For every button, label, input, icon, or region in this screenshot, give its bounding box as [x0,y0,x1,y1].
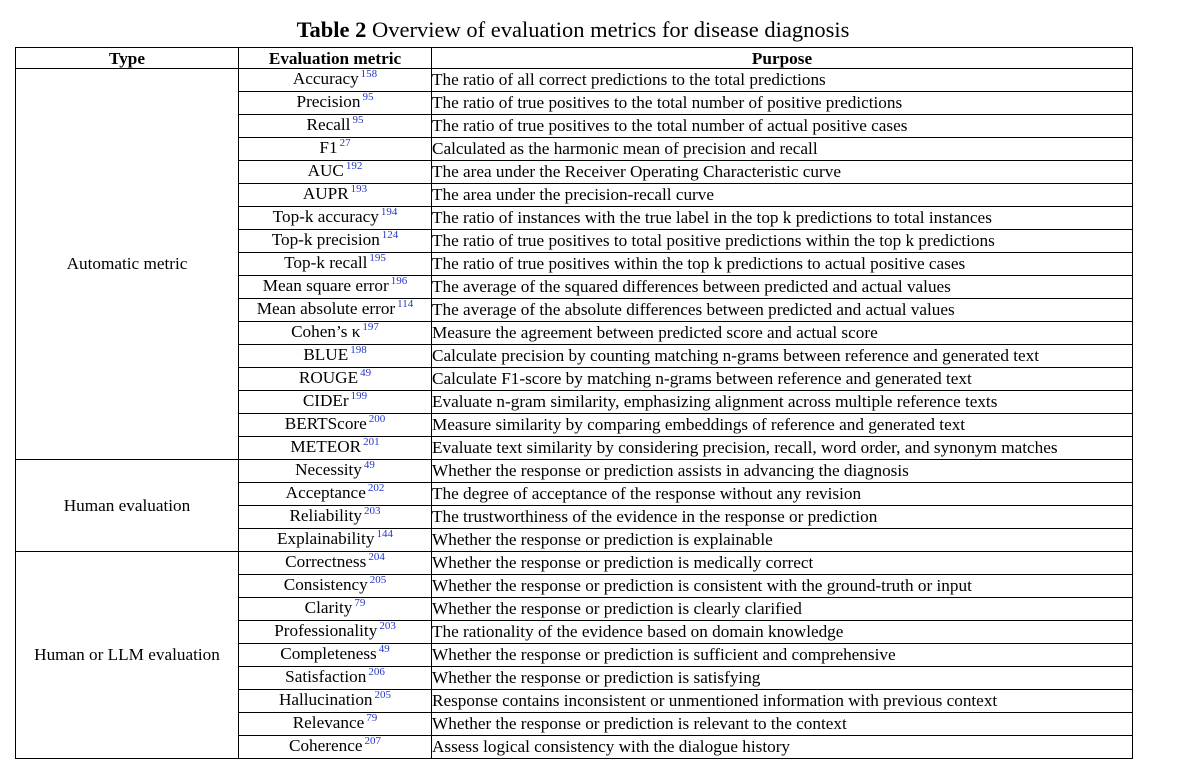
metric-cell [239,621,432,644]
citation-link[interactable]: 158 [360,68,378,80]
purpose-cell: Whether the response or prediction is explainable [432,529,1133,552]
metric-name: Reliability [289,506,363,525]
purpose-cell: The ratio of true positives to the total number of actual positive cases [432,115,1133,138]
metric-cell [239,690,432,713]
purpose-cell: The rationality of the evidence based on domain knowledge [432,621,1133,644]
purpose-cell: The ratio of instances with the true label in the top k predictions to total instances [432,207,1133,230]
metric-cell [239,529,432,552]
citation-link[interactable]: 195 [369,252,386,264]
citation-link[interactable]: 49 [360,367,372,379]
citation-link[interactable]: 204 [368,551,385,563]
metric-name: Hallucination [278,690,373,709]
citation-link[interactable]: 199 [350,390,368,402]
purpose-cell: Response contains inconsistent or unmentioned information with previous context [432,690,1133,713]
metric-cell [239,322,432,345]
citation-link[interactable]: 79 [366,712,378,724]
purpose-cell: Calculate F1-score by matching n-grams between reference and generated text [432,368,1133,391]
citation-link[interactable]: 49 [378,643,390,655]
citation-link[interactable]: 206 [368,666,385,678]
metric-cell [239,736,432,759]
citation-link[interactable]: 27 [339,137,351,149]
metric-cell [239,483,432,506]
purpose-cell: Measure similarity by comparing embeddings of reference and generated text [432,414,1133,437]
table-header-row [16,48,1133,69]
metric-cell [239,437,432,460]
citation-link[interactable]: 79 [354,597,366,609]
type-cell: Automatic metric [16,69,239,460]
metric-cell [239,299,432,322]
metric-cell [239,368,432,391]
metric-name: Top-k recall [284,253,368,272]
metric-name: Coherence [289,736,363,755]
metric-cell [239,667,432,690]
purpose-cell: The ratio of true positives to total positive predictions within the top k predictions [432,230,1133,253]
metric-name: ROUGE [298,368,359,387]
metric-cell [239,345,432,368]
metric-name: Consistency [283,575,368,594]
purpose-cell: The average of the squared differences between predicted and actual values [432,276,1133,299]
citation-link[interactable]: 207 [364,735,381,747]
metric-cell [239,552,432,575]
metric-name: Satisfaction [285,667,367,686]
purpose-cell: Whether the response or prediction is relevant to the context [432,713,1133,736]
purpose-cell: The ratio of true positives within the top k predictions to actual positive cases [432,253,1133,276]
citation-link[interactable]: 205 [369,574,387,586]
metric-cell [239,460,432,483]
purpose-cell: Whether the response or prediction is sufficient and comprehensive [432,644,1133,667]
table-row [16,69,1133,92]
metrics-table [15,47,1133,759]
purpose-cell: Calculate precision by counting matching n-grams between reference and generated text [432,345,1133,368]
metric-name: CIDEr [302,391,349,410]
citation-link[interactable]: 203 [379,620,396,632]
purpose-cell: The area under the precision-recall curve [432,184,1133,207]
citation-link[interactable]: 200 [368,413,386,425]
purpose-cell: The ratio of true positives to the total number of positive predictions [432,92,1133,115]
citation-link[interactable]: 192 [345,160,363,172]
metric-name: Clarity [304,598,353,617]
metric-cell [239,230,432,253]
metric-cell [239,276,432,299]
citation-link[interactable]: 144 [376,528,393,540]
metric-cell [239,92,432,115]
metric-cell [239,207,432,230]
table-body [16,69,1133,759]
header-evaluation-metric: Evaluation metric [239,48,432,69]
citation-link[interactable]: 196 [390,275,408,287]
purpose-cell: Calculated as the harmonic mean of precision and recall [432,138,1133,161]
purpose-cell: Whether the response or prediction is clearly clarified [432,598,1133,621]
citation-link[interactable]: 194 [380,206,398,218]
type-cell: Human evaluation [16,460,239,552]
header-type: Type [16,48,239,69]
citation-link[interactable]: 198 [350,344,367,356]
metric-cell [239,138,432,161]
type-cell: Human or LLM evaluation [16,552,239,759]
citation-link[interactable]: 203 [364,505,381,517]
table-caption [0,17,1146,43]
citation-link[interactable]: 95 [362,91,374,103]
purpose-cell: Evaluate n-gram similarity, emphasizing alignment across multiple reference texts [432,391,1133,414]
metric-name: AUPR [302,184,349,203]
metric-name: Accuracy [292,69,359,88]
metric-name: Correctness [285,552,367,571]
metric-name: Top-k accuracy [272,207,379,226]
metric-name: Relevance [292,713,365,732]
metric-name: Mean square error [262,276,389,295]
metric-cell [239,69,432,92]
metric-name: BLUE [303,345,349,364]
metric-cell [239,161,432,184]
purpose-cell: Evaluate text similarity by considering precision, recall, word order, and synonym matches [432,437,1133,460]
purpose-cell: The average of the absolute differences between predicted and actual values [432,299,1133,322]
metric-name: Precision [296,92,361,111]
metric-cell [239,506,432,529]
metric-cell [239,115,432,138]
metric-cell [239,184,432,207]
metric-name: METEOR [290,437,362,456]
citation-link[interactable]: 124 [381,229,399,241]
metric-name: Explainability [277,529,375,548]
citation-link[interactable]: 193 [350,183,368,195]
metric-name: Cohen’s κ [291,322,361,341]
purpose-cell: Whether the response or prediction assists in advancing the diagnosis [432,460,1133,483]
table-row [16,552,1133,575]
metric-cell [239,575,432,598]
citation-link[interactable]: 49 [363,459,375,471]
metric-cell [239,391,432,414]
metric-cell [239,713,432,736]
purpose-cell: Measure the agreement between predicted score and actual score [432,322,1133,345]
metric-cell [239,414,432,437]
citation-link[interactable]: 205 [374,689,392,701]
table-caption-text: Overview of evaluation metrics for disease diagnosis [372,17,850,42]
metric-name: Necessity [295,460,362,479]
metric-cell [239,644,432,667]
table-caption-label: Table 2 [296,17,367,42]
table-row [16,460,1133,483]
citation-link[interactable]: 197 [362,321,379,333]
metric-name: Professionality [274,621,378,640]
citation-link[interactable]: 202 [367,482,385,494]
header-purpose: Purpose [432,48,1133,69]
purpose-cell: The ratio of all correct predictions to the total predictions [432,69,1133,92]
metric-name: Mean absolute error [256,299,396,318]
purpose-cell: Assess logical consistency with the dialogue history [432,736,1133,759]
citation-link[interactable]: 95 [352,114,364,126]
metric-cell [239,598,432,621]
citation-link[interactable]: 114 [397,298,414,310]
metric-cell [239,253,432,276]
citation-link[interactable]: 201 [363,436,380,448]
purpose-cell: The area under the Receiver Operating Characteristic curve [432,161,1133,184]
metric-name: BERTScore [284,414,367,433]
purpose-cell: Whether the response or prediction is satisfying [432,667,1133,690]
purpose-cell: Whether the response or prediction is medically correct [432,552,1133,575]
purpose-cell: The degree of acceptance of the response without any revision [432,483,1133,506]
metric-name: Top-k precision [271,230,380,249]
purpose-cell: The trustworthiness of the evidence in the response or prediction [432,506,1133,529]
purpose-cell: Whether the response or prediction is consistent with the ground-truth or input [432,575,1133,598]
metric-name: AUC [307,161,344,180]
metric-name: Acceptance [285,483,366,502]
metric-name: Completeness [280,644,377,663]
metric-name: Recall [306,115,351,134]
metric-name: F1 [319,138,338,157]
